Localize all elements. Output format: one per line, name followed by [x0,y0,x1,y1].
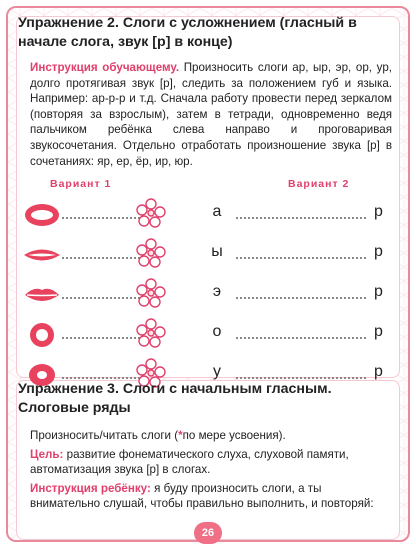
consonant-letter: р [374,243,383,260]
exercise2-title: Упражнение 2. Слоги с усложнением (гласный в начале слога, звук [р] в конце) [18,15,357,50]
consonant-letter: р [374,283,383,300]
dotted-line-1 [62,217,140,219]
exercise3-line1 [30,428,392,444]
dotted-line-2 [236,297,366,299]
syllable-row [0,316,416,356]
vowel-letter: а [212,203,222,220]
instruction-lead: Инструкция обучающему. [30,61,180,74]
lips-icon [22,322,62,348]
syllable-row [0,196,416,236]
goal-text: развитие фонематического слуха, слуховой памяти, автоматизация звука [р] в слогах. [30,447,349,477]
dotted-line-1 [62,377,140,379]
variant1-label: Вариант 1 [50,178,112,190]
consonant-letter: р [374,363,383,380]
asterisk: * [178,429,183,442]
child-instruction [30,481,392,512]
vowel-letter: у [213,363,221,380]
child-instruction-text: я буду произносить слоги, а ты внимательно слушай, чтобы правильно выполнить, и повторяй: [30,481,374,511]
syllable-row [0,236,416,276]
lips-icon [22,242,62,268]
consonant-letter: р [374,323,383,340]
vowel-letter: о [212,323,222,340]
exercise2-instruction [30,60,392,169]
dotted-line-1 [62,337,140,339]
dotted-line-2 [236,257,366,259]
flower-icon [136,198,166,228]
vowel-letter: э [212,283,222,300]
lips-icon [22,282,62,308]
flower-icon [136,278,166,308]
goal-lead: Цель: [30,447,64,461]
goal-line [30,447,392,478]
page-number: 26 [194,522,222,544]
dotted-line-1 [62,257,140,259]
flower-icon [136,238,166,268]
child-instruction-lead: Инструкция ребёнку: [30,481,151,495]
vowel-letter: ы [211,243,223,260]
lips-icon [22,202,62,228]
dotted-line-2 [236,217,366,219]
flower-icon [136,318,166,348]
line1-text-a: Произносить/читать слоги ( [30,429,179,442]
dotted-line-1 [62,297,140,299]
dotted-line-2 [236,377,366,379]
exercise3-title: Упражнение 3. Слоги с начальным гласным. Слоговые ряды [18,381,332,416]
exercise3-body [30,428,392,515]
instruction-text: Произносить слоги ар, ыр, эр, ор, ур, долго протягивая звук [р], следить за положением губ и языка. Например: ар-р-р и т.д. Сначала работу провести перед зеркалом (повторяя за взрослым), затем в тетради, одновременно ведя пальчиком ребёнка слева направо и проговаривая звукосочетания. Отдельно отработать произношение звука [р] в сочетаниях: яр, ер, ёр, ир, юр. [30,61,392,168]
variant2-label: Вариант 2 [288,178,350,190]
line1-text-b: по мере усвоения). [182,429,286,442]
dotted-line-2 [236,337,366,339]
consonant-letter: р [374,203,383,220]
syllable-row [0,276,416,316]
